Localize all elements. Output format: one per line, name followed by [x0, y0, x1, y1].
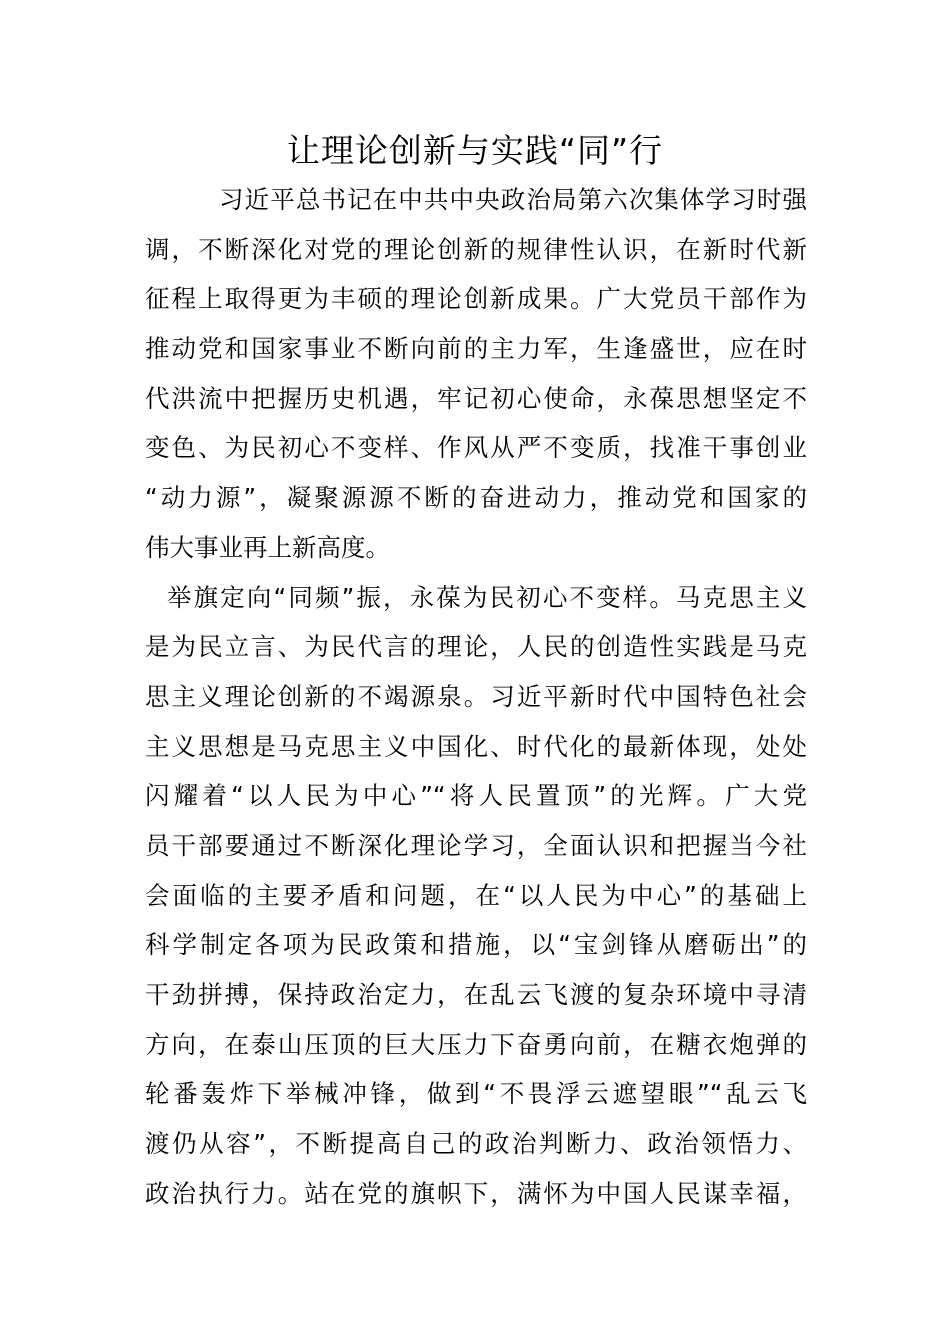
paragraph-2-line-8: 科学制定各项为民政策和措施，以“宝剑锋从磨砺出”的 [145, 930, 807, 960]
paragraph-2-line-4: 主义思想是马克思主义中国化、时代化的最新体现，处处 [145, 731, 807, 761]
document-body [145, 175, 807, 1218]
paragraph-1-line-1: 习近平总书记在中共中央政治局第六次集体学习时强 [219, 185, 807, 214]
paragraph-2-line-10: 方向，在泰山压顶的巨大压力下奋勇向前，在糖衣炮弹的 [145, 1029, 807, 1059]
paragraph-1-line-7: “动力源”，凝聚源源不断的奋进动力，推动党和国家的 [145, 483, 807, 513]
paragraph-2-line-12: 渡仍从容”，不断提高自己的政治判断力、政治领悟力、 [145, 1129, 807, 1159]
paragraph-1-line-5: 代洪流中把握历史机遇，牢记初心使命，永葆思想坚定不 [145, 383, 807, 413]
paragraph-2-line-9: 干劲拼搏，保持政治定力，在乱云飞渡的复杂环境中寻清 [145, 980, 807, 1009]
paragraph-2-line-11: 轮番轰炸下举械冲锋，做到“不畏浮云遮望眼”“乱云飞 [145, 1079, 807, 1109]
paragraph-1-line-8: 伟大事业再上新高度。 [145, 532, 390, 562]
paragraph-1-line-2: 调，不断深化对党的理论创新的规律性认识，在新时代新 [145, 234, 807, 264]
paragraph-2-line-5: 闪耀着“以人民为中心”“将人民置顶”的光辉。广大党 [145, 781, 807, 811]
paragraph-2-line-2: 是为民立言、为民代言的理论，人民的创造性实践是马克 [145, 632, 807, 662]
paragraph-2-line-1: 举旗定向“同频”振，永葆为民初心不变样。马克思主义 [167, 582, 807, 612]
paragraph-2-line-6: 员干部要通过不断深化理论学习，全面认识和把握当今社 [145, 830, 807, 860]
paragraph-2-line-7: 会面临的主要矛盾和问题，在“以人民为中心”的基础上 [145, 880, 807, 910]
paragraph-2-line-13: 政治执行力。站在党的旗帜下，满怀为中国人民谋幸福， [145, 1178, 807, 1208]
paragraph-1-line-3: 征程上取得更为丰硕的理论创新成果。广大党员干部作为 [145, 284, 807, 314]
paragraph-1-line-4: 推动党和国家事业不断向前的主力军，生逢盛世，应在时 [145, 334, 807, 364]
paragraph-2-line-3: 思主义理论创新的不竭源泉。习近平新时代中国特色社会 [145, 681, 807, 711]
paragraph-1-line-6: 变色、为民初心不变样、作风从严不变质，找准干事创业 [145, 433, 807, 463]
document-title: 让理论创新与实践“同”行 [286, 131, 664, 170]
